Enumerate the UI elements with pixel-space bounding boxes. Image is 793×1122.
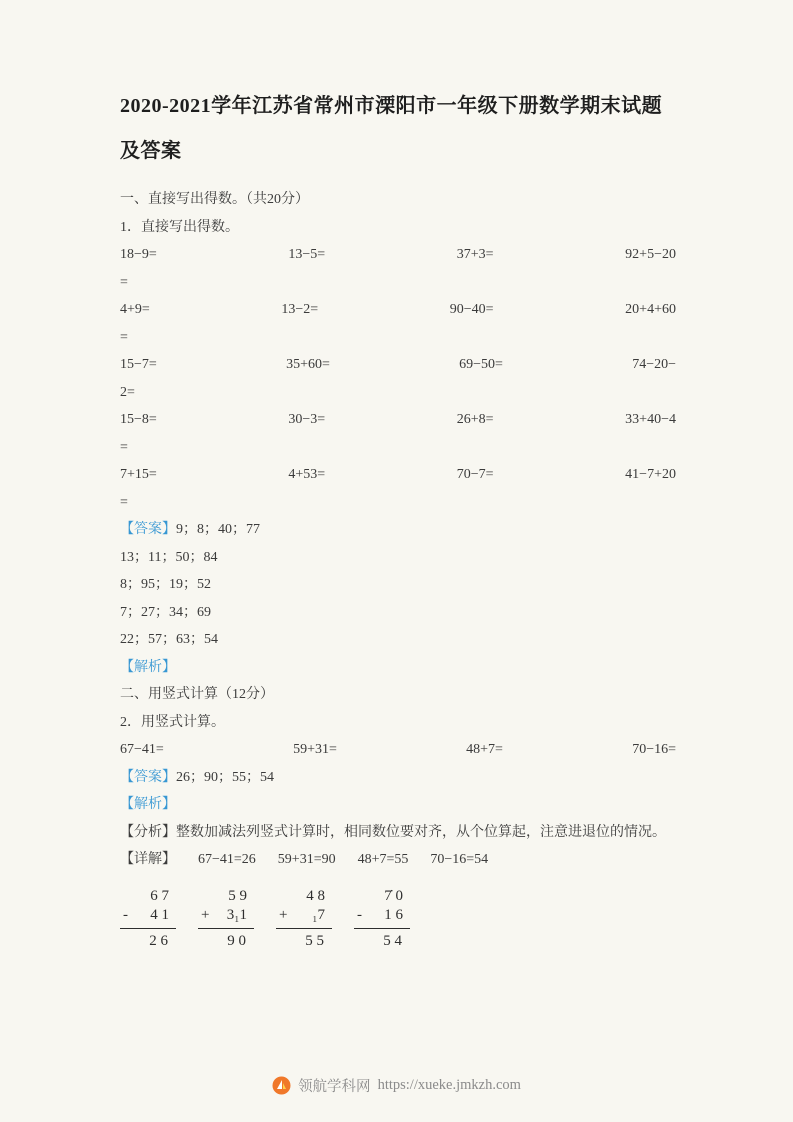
detail-line xyxy=(120,846,676,874)
detail-equation: 59+31=90 xyxy=(277,852,336,867)
calc-top-operand: 4 8 xyxy=(306,887,325,904)
problems-row xyxy=(120,351,676,379)
problem-wrap-equals: 2= xyxy=(120,384,135,400)
math-problem: 33+40−4 xyxy=(625,412,676,427)
math-problem: 13−2= xyxy=(281,302,319,317)
answer-values-line: 8；95；19；52 xyxy=(120,577,211,592)
math-problem: 70−7= xyxy=(456,467,494,482)
answer-label: 【答案】 xyxy=(120,522,176,537)
vertical-calc-addition xyxy=(198,888,254,950)
math-problem: 4+53= xyxy=(288,467,326,482)
footer-site-name: 领航学科网 xyxy=(298,1079,371,1095)
math-problem: 74−20− xyxy=(632,357,676,372)
page-footer xyxy=(0,1075,793,1096)
calc-operator-row xyxy=(276,907,332,929)
math-problem: 92+5−20 xyxy=(625,247,676,262)
analysis-text: 【分析】整数加减法列竖式计算时，相同数位要对齐，从个位算起，注意进退位的情况。 xyxy=(120,824,666,840)
problems-row xyxy=(120,406,676,434)
vertical-calc-subtraction xyxy=(120,888,176,950)
answer-values-line: 22；57；63；54 xyxy=(120,632,218,647)
math-problem: 4+9= xyxy=(120,302,150,317)
problem-wrap-equals: = xyxy=(120,329,128,345)
document-title: 2020-2021学年江苏省常州市溧阳市一年级下册数学期末试题及答案 xyxy=(120,95,663,162)
math-problem: 13−5= xyxy=(288,247,326,262)
calc-operator: - xyxy=(357,906,362,923)
math-problem: 35+60= xyxy=(286,357,330,372)
math-problem: 15−7= xyxy=(120,357,157,372)
answer-values: 26；90；55；54 xyxy=(176,769,274,785)
vertical-calc-addition xyxy=(276,888,332,950)
math-problem: 7+15= xyxy=(120,467,157,482)
calc-result: 2 6 xyxy=(149,932,168,949)
detail-equation: 70−16=54 xyxy=(430,852,489,867)
problems-row xyxy=(120,296,676,324)
detail-equation: 67−41=26 xyxy=(198,852,256,867)
vertical-calculations xyxy=(120,888,676,950)
math-problem: 37+3= xyxy=(456,247,494,262)
calc-operator: + xyxy=(279,906,288,923)
answer-label: 【答案】 xyxy=(120,769,176,785)
answer-values-line: 7；27；34；69 xyxy=(120,604,211,620)
problems-row xyxy=(120,461,676,489)
answer-line xyxy=(120,764,676,792)
calc-bottom-operand: ₁7 xyxy=(312,906,325,923)
calc-operator-row xyxy=(120,907,176,929)
detail-equation: 48+7=55 xyxy=(357,852,409,867)
calc-top-operand: 6 7 xyxy=(150,887,169,904)
math-problem: 15−8= xyxy=(120,412,157,427)
calc-bottom-operand: 3₁1 xyxy=(226,906,247,923)
answer-line xyxy=(120,516,676,544)
footer-site-url[interactable]: https://xueke.jmkzh.com xyxy=(377,1077,521,1093)
problem-wrap-equals: = xyxy=(120,274,128,290)
question2-label: 2．用竖式计算。 xyxy=(120,714,225,730)
math-problem: 20+4+60 xyxy=(625,302,676,317)
math-problem: 48+7= xyxy=(466,742,503,757)
detail-label: 【详解】 xyxy=(120,852,176,867)
math-problem: 69−50= xyxy=(459,357,503,372)
calc-operator-row xyxy=(354,907,410,929)
problems-row xyxy=(120,241,676,269)
analysis-label: 【解析】 xyxy=(120,659,176,675)
math-problem: 90−40= xyxy=(449,302,494,317)
answer-values-line: 13；11；50；84 xyxy=(120,549,218,565)
math-problem: 59+31= xyxy=(293,742,337,757)
problem-wrap-equals: = xyxy=(120,439,128,455)
section2-heading: 二、用竖式计算（12分） xyxy=(120,687,274,702)
math-problem: 67−41= xyxy=(120,742,164,757)
analysis-label: 【解析】 xyxy=(120,797,176,812)
calc-operator: + xyxy=(201,906,210,923)
math-problem: 41−7+20 xyxy=(625,467,676,482)
calc-bottom-operand: 4 1 xyxy=(150,906,169,923)
math-problem: 26+8= xyxy=(456,412,494,427)
question1-label: 1．直接写出得数。 xyxy=(120,219,239,235)
math-problem: 18−9= xyxy=(120,247,157,262)
problem-wrap-equals: = xyxy=(120,494,128,510)
site-logo-icon xyxy=(272,1076,291,1095)
calc-top-operand: 7̇ 0 xyxy=(384,887,403,904)
math-problem: 30−3= xyxy=(288,412,326,427)
math-problem: 70−16= xyxy=(632,742,676,757)
answer-values: 9；8；40；77 xyxy=(176,522,260,537)
document-content xyxy=(120,84,676,950)
calc-bottom-operand: 1 6 xyxy=(384,906,403,923)
section1-heading: 一、直接写出得数。（共20分） xyxy=(120,192,309,207)
vertical-calc-subtraction xyxy=(354,888,410,950)
calc-result: 5 5 xyxy=(305,932,324,949)
problems-row xyxy=(120,736,676,764)
calc-operator: - xyxy=(123,906,128,923)
calc-top-operand: 5 9 xyxy=(228,887,247,904)
calc-result: 5 4 xyxy=(383,932,402,949)
calc-result: 9 0 xyxy=(227,932,246,949)
calc-operator-row xyxy=(198,907,254,929)
